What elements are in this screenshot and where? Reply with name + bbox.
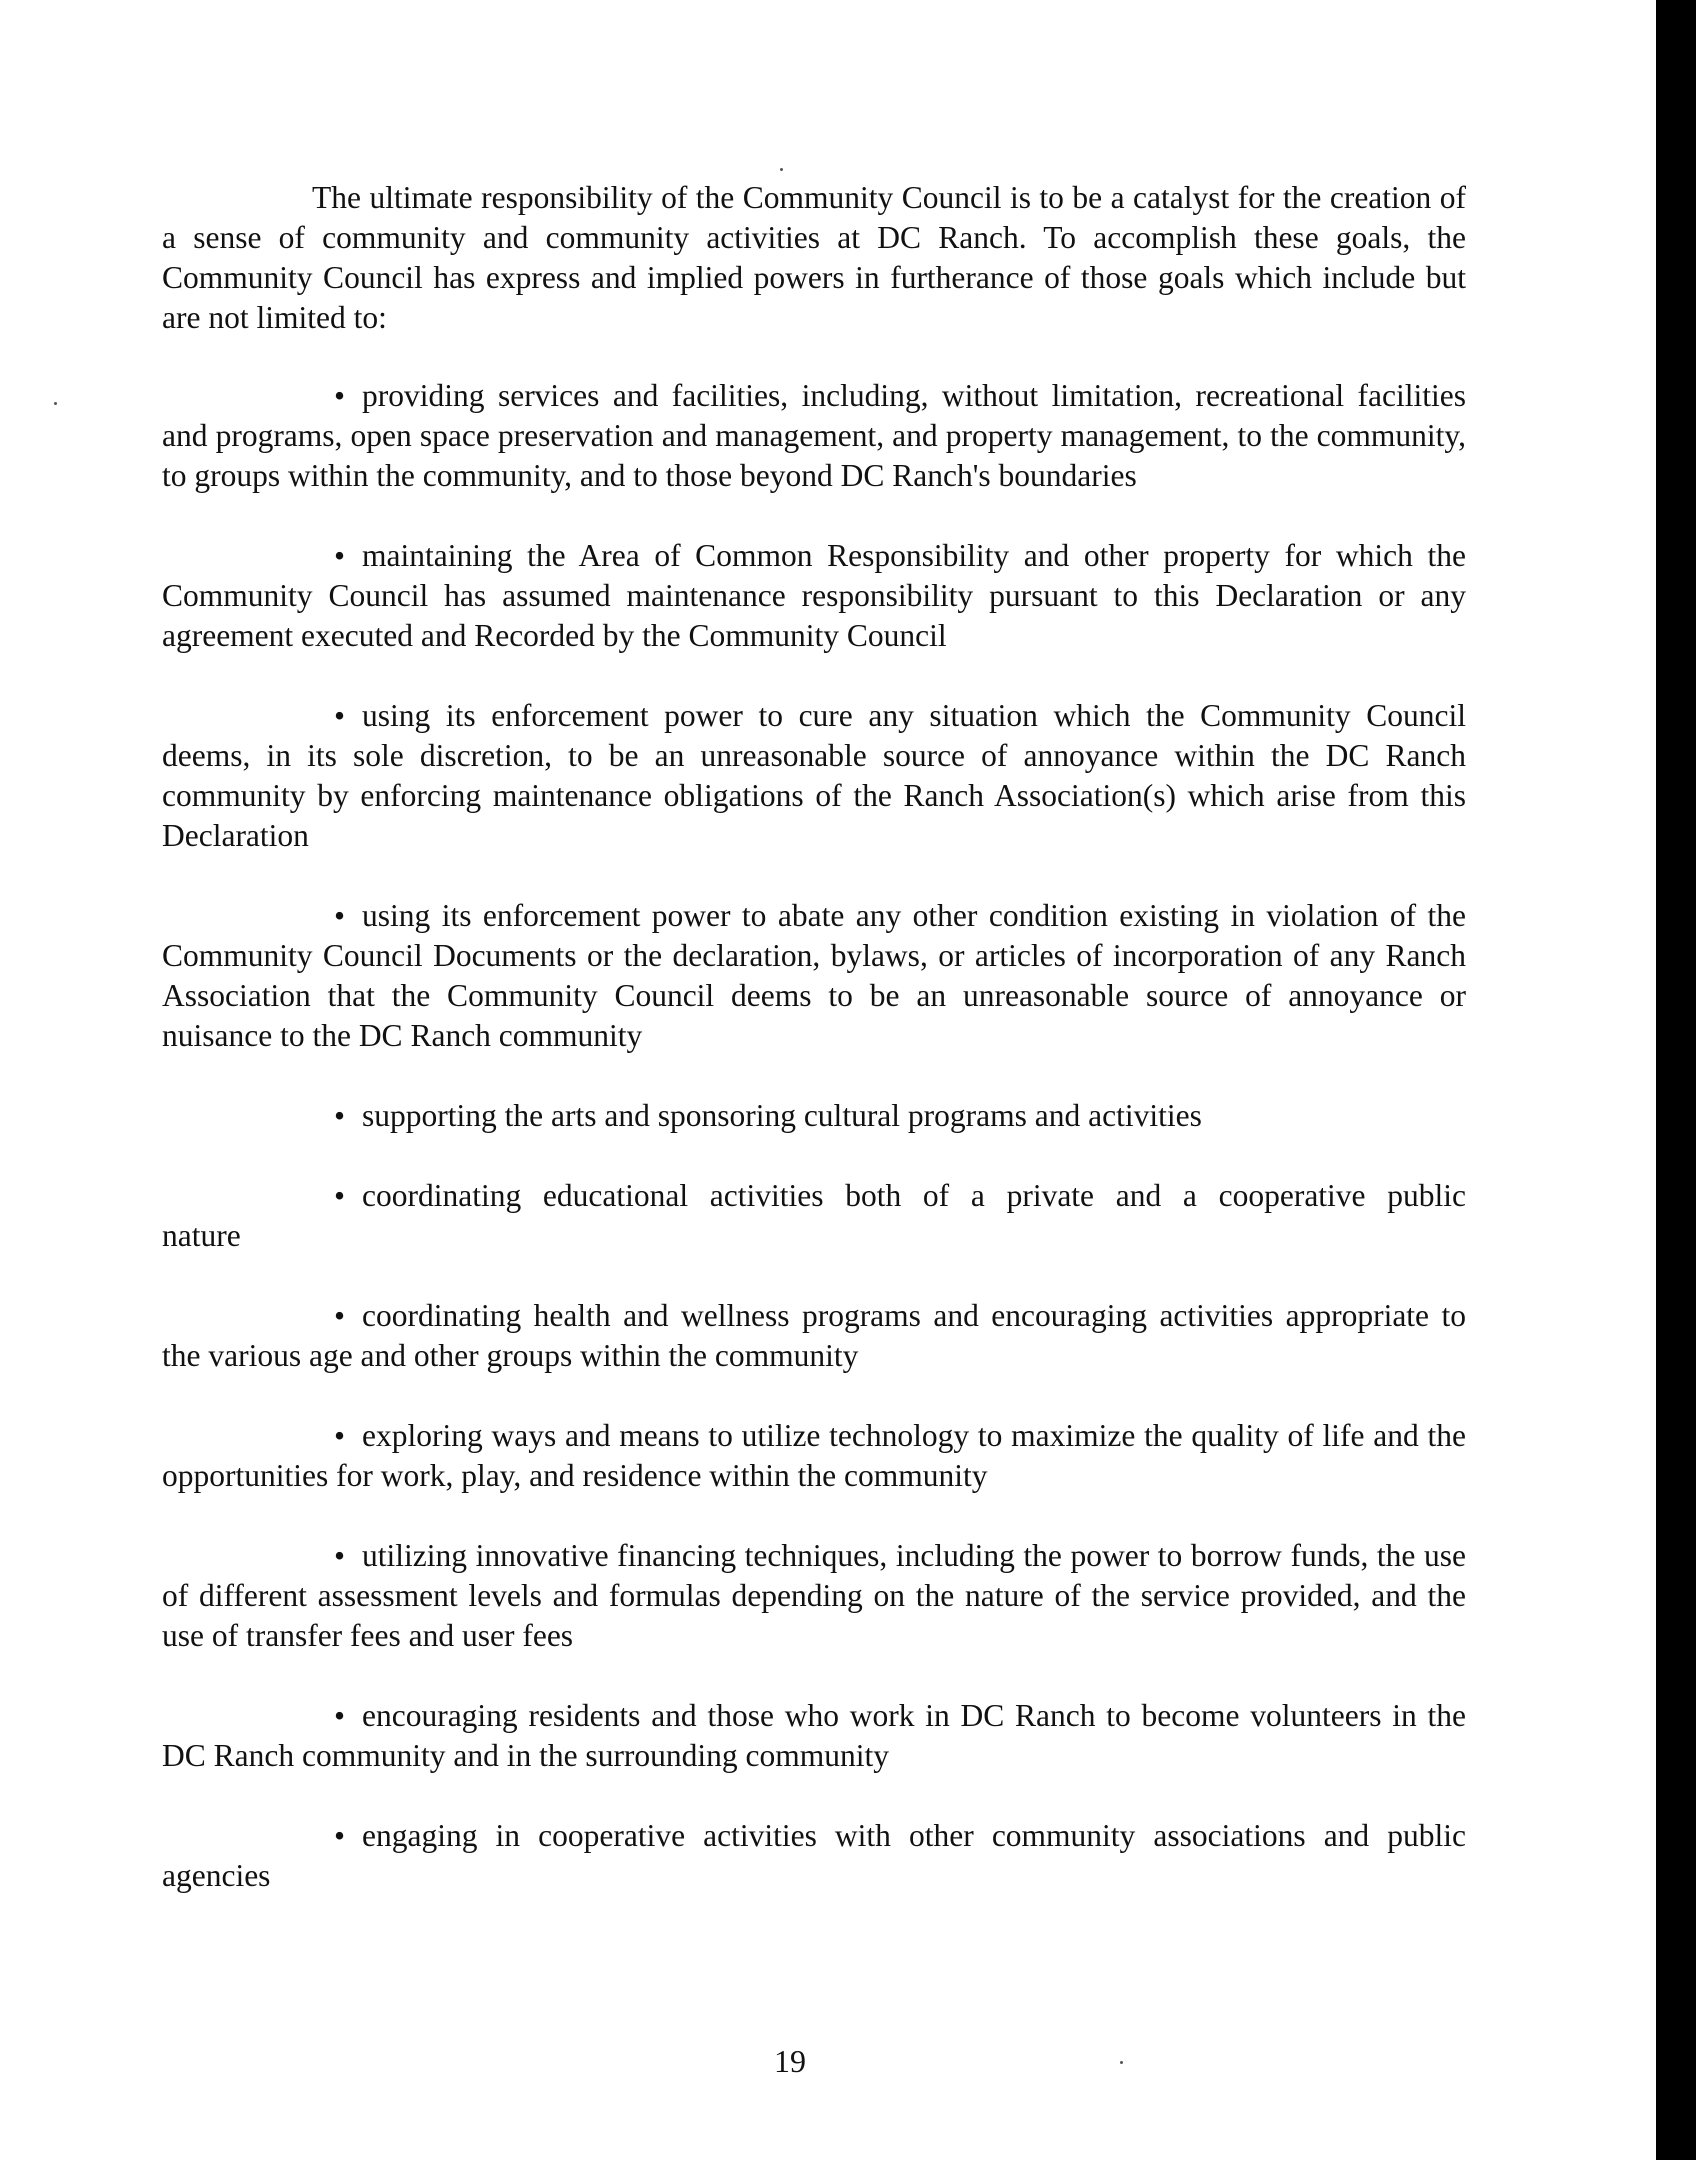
document-body xyxy=(162,178,1466,1896)
list-item: • providing services and facilities, including, without limitation, recreational facilities and programs, open space preservation and management, and property management, to the community, to groups within the community, and to those beyond DC Ranch's boundaries xyxy=(162,378,1466,493)
list-item-continuation: agencies xyxy=(162,1858,271,1893)
list-item: • coordinating health and wellness programs and encouraging activities appropriate to the various age and other groups within the community xyxy=(162,1298,1466,1373)
list-item: • engaging in cooperative activities with other community associations and public xyxy=(334,1818,1466,1853)
list-item: • maintaining the Area of Common Responsibility and other property for which the Community Council has assumed maintenance responsibility pursuant to this Declaration or any agreement executed and Recorded by the Community Council xyxy=(162,538,1466,653)
list-item: • utilizing innovative financing techniques, including the power to borrow funds, the use of different assessment levels and formulas depending on the nature of the service provided, and the use of transfer fees and user fees xyxy=(162,1538,1466,1653)
list-item: • using its enforcement power to cure any situation which the Community Council deems, in its sole discretion, to be an unreasonable source of annoyance within the DC Ranch community by enforcing maintenance obligations of the Ranch Association(s) which arise from this Declaration xyxy=(162,698,1466,853)
list-item: • encouraging residents and those who work in DC Ranch to become volunteers in the DC Ranch community and in the surrounding community xyxy=(162,1698,1466,1773)
list-item: • using its enforcement power to abate any other condition existing in violation of the Community Council Documents or the declaration, bylaws, or articles of incorporation of any Ranch Association that the Community Council deems to be an unreasonable source of annoyance or nuisance to the DC Ranch community xyxy=(162,898,1466,1053)
scan-edge-shadow xyxy=(1656,0,1696,2160)
scan-speck xyxy=(54,402,57,405)
scan-speck xyxy=(780,168,783,171)
list-item: • supporting the arts and sponsoring cultural programs and activities xyxy=(334,1098,1202,1133)
intro-paragraph: The ultimate responsibility of the Community Council is to be a catalyst for the creation of a sense of community and community activities at DC Ranch. To accomplish these goals, the Community Council has express and implied powers in furtherance of those goals which include but are not limited to: xyxy=(162,180,1466,335)
list-item: • exploring ways and means to utilize technology to maximize the quality of life and the opportunities for work, play, and residence within the community xyxy=(162,1418,1466,1493)
page-number: 19 xyxy=(774,2043,806,2079)
list-item: • coordinating educational activities both of a private and a cooperative public xyxy=(334,1178,1466,1213)
list-item-continuation: nature xyxy=(162,1218,241,1253)
